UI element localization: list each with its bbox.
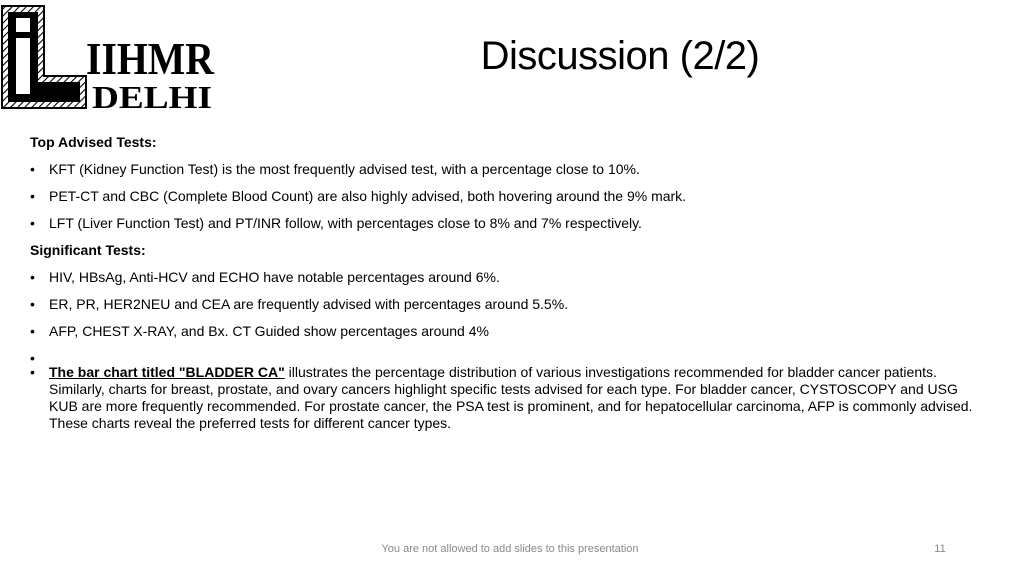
- bullet-dot: •: [30, 215, 35, 231]
- page-number: 11: [934, 543, 946, 555]
- bullet-item: • LFT (Liver Function Test) and PT/INR follow, with percentages close to 8% and 7% respectively.: [30, 215, 642, 231]
- bullet-item: • AFP, CHEST X-RAY, and Bx. CT Guided show percentages around 4%: [30, 323, 489, 339]
- bullet-dot: •: [30, 269, 35, 285]
- footer-note: You are not allowed to add slides to this presentation: [381, 543, 639, 555]
- logo-text-top: IIHMR: [86, 33, 215, 84]
- bullet-dot: •: [30, 161, 35, 177]
- summary-paragraph: [30, 364, 990, 432]
- bullet-dot: •: [30, 188, 35, 204]
- heading-top-advised: Top Advised Tests:: [30, 134, 157, 150]
- bullet-dot: •: [30, 323, 35, 339]
- summary-text: illustrates the percentage distribution of various investigations recommended for bladder cancer patients. Similarly, charts for breast, prostate, and ovary cancers highlight specific tests advised for each type. For bladder cancer, CYSTOSCOPY and USG KUB are more frequently recommended. For prostate cancer, the PSA test is prominent, and for hepatocellular carcinoma, AFP is commonly advised. These charts reveal the preferred tests for different cancer types.: [49, 364, 973, 431]
- slide-content: [30, 134, 990, 442]
- bullet-item: • ER, PR, HER2NEU and CEA are frequently advised with percentages around 5.5%.: [30, 296, 569, 312]
- bullet-item: • HIV, HBsAg, Anti-HCV and ECHO have notable percentages around 6%.: [30, 269, 500, 285]
- bullet-dot: •: [30, 364, 35, 380]
- chart-reference-link: The bar chart titled "BLADDER CA": [49, 364, 285, 380]
- bullet-dot: •: [30, 350, 35, 366]
- heading-significant: Significant Tests:: [30, 242, 146, 258]
- bullet-dot: •: [30, 296, 35, 312]
- iihmr-logo: [0, 4, 218, 115]
- bullet-item: • PET-CT and CBC (Complete Blood Count) are also highly advised, both hovering around the 9% mark.: [30, 188, 687, 204]
- slide-title: Discussion (2/2): [480, 34, 760, 78]
- logo-text-bottom: DELHI: [92, 79, 212, 115]
- bullet-item: • KFT (Kidney Function Test) is the most frequently advised test, with a percentage close to 10%.: [30, 161, 640, 177]
